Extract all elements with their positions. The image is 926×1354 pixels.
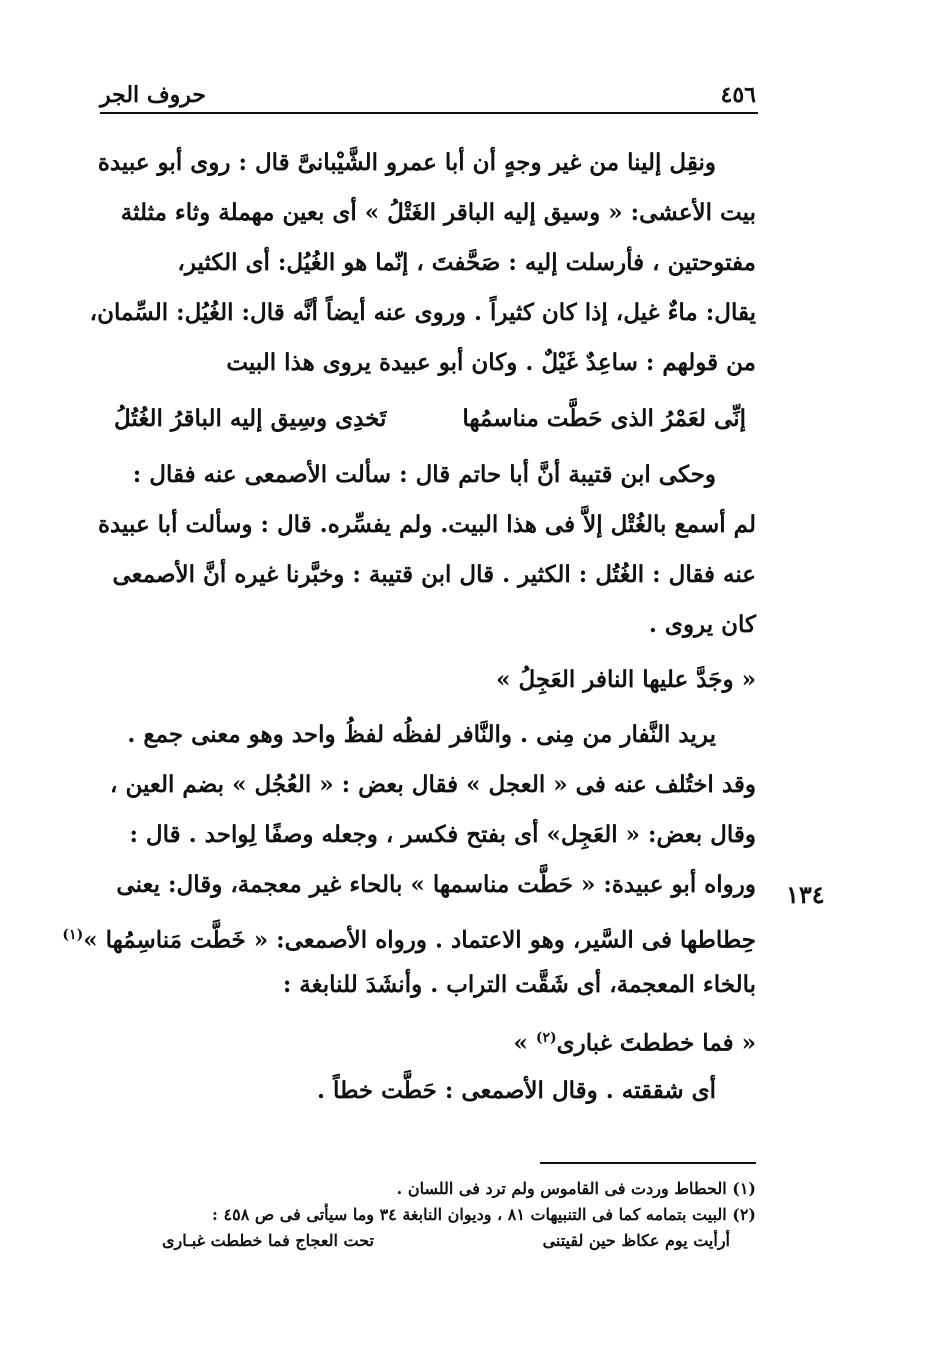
quote-text: « فما خططتَ غبارى: [556, 1029, 756, 1057]
footnote-verse-left: تحت العجاج فما خططت غبـارى: [162, 1231, 374, 1250]
text-line: يقال: ماءٌ غيل، إذا كان كثيراً . وروى عنه أيضاً أنَّه قال: الغُيُل: السِّمان،: [89, 299, 756, 326]
main-text: [62, 138, 756, 1116]
text-line: وقد اختُلف عنه فى « العجل » فقال بعض : « العُجُل » بضم العين ،: [110, 771, 756, 798]
verse-hemistich-left: تَخدِى وسِيق إليه الباقرُ الغُتُلُ: [114, 405, 387, 432]
footnote-rule: [540, 1162, 756, 1164]
text-line: بيت الأعشى: « وسيق إليه الباقر الغَتْلُ » أى بعين مهملة وثاء مثلثة: [120, 199, 756, 226]
text-line: مفتوحتين ، فأرسلت إليه : صَحَّفتَ ، إنّما هو الغُيُل: أى الكثير،: [177, 249, 756, 276]
quote-end: »: [513, 1029, 528, 1057]
poetry-verse: [104, 388, 756, 450]
text-line: ورواه أبو عبيدة: « حَطَّت مناسمها » بالحاء غير معجمة، وقال: يعنى: [116, 871, 756, 898]
footnote-marker-2: (٢): [535, 1030, 557, 1046]
text-line: بالخاء المعجمة، أى شَقَّت التراب . وأنشَدَ للنابغة :: [282, 971, 756, 998]
footnote-1: (١) الحطاط وردت فى القاموس ولم ترد فى اللسان .: [396, 1179, 756, 1198]
running-title: حروف الجر: [100, 82, 206, 108]
footnotes: [150, 1176, 756, 1254]
quoted-hemistich: [104, 1010, 756, 1066]
footnote-marker-1: (١): [62, 927, 84, 943]
text-line: وحكى ابن قتيبة أنَّ أبا حاتم قال : سألت الأصمعى عنه فقال :: [132, 461, 716, 488]
verse-hemistich-right: إنِّى لعَمْرُ الذى حَطَّت مناسمُها: [462, 405, 746, 432]
header-rule: [100, 112, 758, 114]
footnote-verse-right: أرأيت يوم عكاظ حين لقيتنى: [542, 1231, 730, 1250]
text-segment: حِطاطها فى السَّير، وهو الاعتماد . ورواه الأصمعى: « خَطَّت مَناسِمُها »: [83, 926, 756, 954]
text-line: [62, 910, 756, 960]
margin-number: ١٣٤: [786, 880, 825, 909]
text-line: يريد النَّفار من مِنى . والنَّافر لفظُه لفظُ واحد وهو معنى جمع .: [127, 721, 716, 748]
footnote-verse: [150, 1228, 756, 1254]
page-number: ٤٥٦: [720, 82, 756, 108]
text-line: ونقِل إلينا من غير وجهٍ أن أبا عمرو الشَّيْبانىَّ قال : روى أبو عبيدة: [97, 149, 716, 176]
text-line: من قولهم : ساعِدٌ غَيْلٌ . وكان أبو عبيدة يروى هذا البيت: [226, 349, 756, 376]
text-line: عنه فقال : الغُتُل : الكثير . قال ابن قتيبة : وخبَّرنا غيره أنَّ الأصمعى: [112, 561, 756, 588]
text-line: لم أسمع بالغُتْل إلاَّ فى هذا البيت. ولم يفسِّره. قال : وسألت أبا عبيدة: [97, 511, 756, 538]
text-line: كان يروى .: [648, 611, 756, 638]
page-header: [100, 72, 756, 108]
text-line: أى شققته . وقال الأصمعى : حَطَّت خطاً .: [317, 1077, 716, 1104]
footnote-2: (٢) البيت بتمامه كما فى التنبيهات ٨١ ، وديوان النابغة ٣٤ وما سيأتى فى ص ٤٥٨ :: [212, 1205, 756, 1224]
quoted-hemistich: « وجَدَّ عليها النافر العَجِلُ »: [496, 666, 756, 693]
text-line: وقال بعض: « العَجِل» أى بفتح فكسر ، وجعله وصفًا لِواحد . قال :: [129, 821, 756, 848]
